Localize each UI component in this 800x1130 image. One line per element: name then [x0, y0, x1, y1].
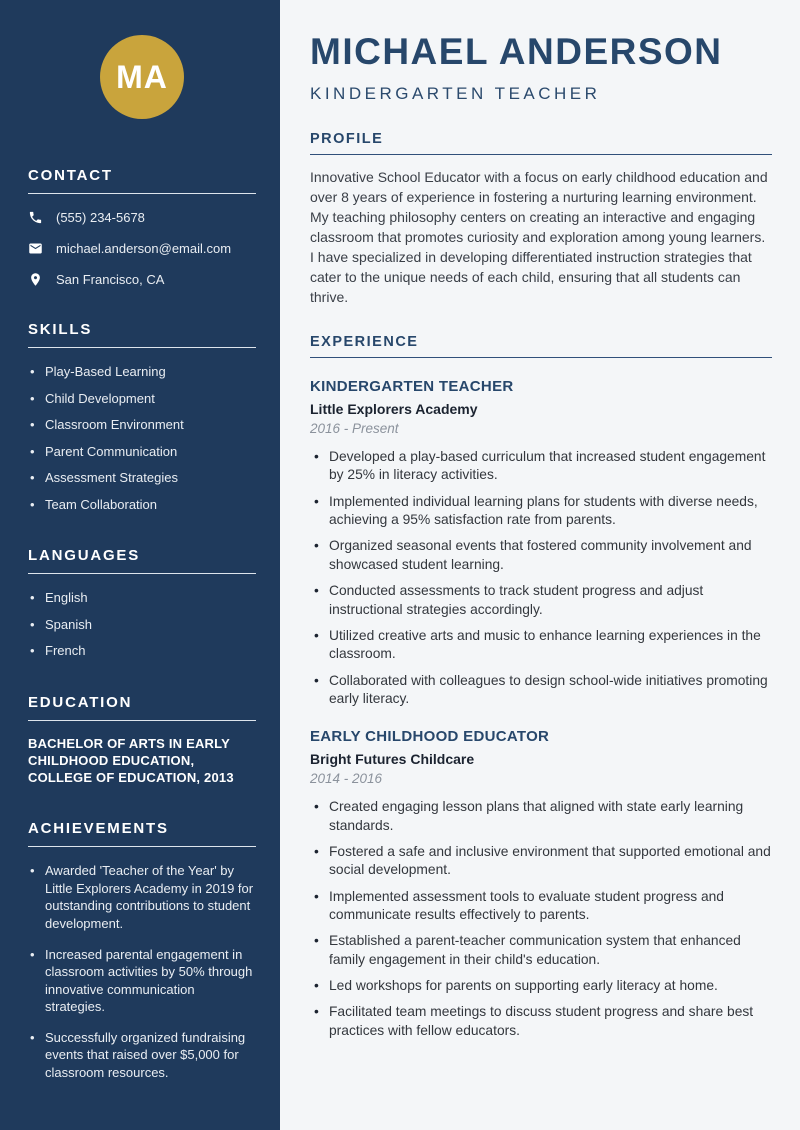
- phone-icon: [28, 210, 43, 225]
- language-item: • English: [28, 589, 256, 607]
- contact-item-phone: [28, 210, 256, 225]
- experience-job: [310, 378, 772, 708]
- job-bullet: • Established a parent-teacher communication system that enhanced family engagement in their child's education.: [310, 932, 772, 969]
- job-bullet: • Organized seasonal events that fostered community involvement and showcased student learning.: [310, 537, 772, 574]
- job-bullet: • Implemented assessment tools to evaluate student progress and communicate results effectively to parents.: [310, 888, 772, 925]
- job-title: EARLY CHILDHOOD EDUCATOR: [310, 728, 550, 746]
- skills-section: [28, 321, 256, 513]
- language-item: • French: [28, 642, 256, 660]
- achievements-heading: ACHIEVEMENTS: [28, 820, 256, 847]
- achievement-item: • Awarded 'Teacher of the Year' by Little Explorers Academy in 2019 for outstanding contributions to student development.: [28, 862, 256, 932]
- education-degree: BACHELOR OF ARTS IN EARLY CHILDHOOD EDUCATION, COLLEGE OF EDUCATION, 2013: [28, 735, 234, 786]
- experience-heading: EXPERIENCE: [310, 334, 772, 358]
- avatar: [100, 35, 184, 119]
- job-title: KINDERGARTEN TEACHER: [310, 378, 514, 396]
- education-section: [28, 694, 256, 786]
- profile-text: Innovative School Educator with a focus on early childhood education and over 8 years of experience in fostering a nurturing learning environment. My teaching philosophy centers on creating an interactive and engaging classroom that promotes curiosity and exploration among young learners. I have specialized in developing differentiated instruction strategies that cater to the unique needs of each child, ensuring that all students can thrive.: [310, 169, 768, 306]
- achievement-item: • Increased parental engagement in classroom activities by 50% through innovative communication strategies.: [28, 946, 256, 1016]
- job-dates: 2016 - Present: [310, 421, 399, 437]
- page-title: MICHAEL ANDERSON: [310, 31, 723, 72]
- email-value: michael.anderson@email.com: [56, 241, 232, 256]
- main-content: [280, 0, 800, 1130]
- job-company: Bright Futures Childcare: [310, 751, 475, 768]
- job-title-subtitle: KINDERGARTEN TEACHER: [310, 84, 601, 103]
- job-bullet: • Implemented individual learning plans for students with diverse needs, achieving a 95% satisfaction rate from parents.: [310, 493, 772, 530]
- job-bullet-list: [310, 448, 772, 708]
- job-bullet: • Collaborated with colleagues to design school-wide initiatives promoting early literacy.: [310, 672, 772, 709]
- avatar-initials: MA: [116, 58, 168, 95]
- skill-item: • Assessment Strategies: [28, 469, 256, 487]
- job-bullet: • Conducted assessments to track student progress and adjust instructional strategies accordingly.: [310, 582, 772, 619]
- contact-item-location: [28, 272, 256, 287]
- skill-item: • Parent Communication: [28, 443, 256, 461]
- job-bullet: • Created engaging lesson plans that aligned with state early learning standards.: [310, 798, 772, 835]
- language-item: • Spanish: [28, 616, 256, 634]
- skill-item: • Play-Based Learning: [28, 363, 256, 381]
- sidebar: [0, 0, 280, 1130]
- location-value: San Francisco, CA: [56, 272, 165, 287]
- job-bullet: • Led workshops for parents on supporting early literacy at home.: [310, 977, 772, 995]
- skill-item: • Team Collaboration: [28, 496, 256, 514]
- job-bullet: • Fostered a safe and inclusive environment that supported emotional and social development.: [310, 843, 772, 880]
- experience-job: [310, 728, 772, 1040]
- job-bullet-list: [310, 798, 772, 1040]
- languages-section: [28, 547, 256, 660]
- education-heading: EDUCATION: [28, 694, 256, 721]
- job-bullet: • Facilitated team meetings to discuss student progress and share best practices with fellow educators.: [310, 1003, 772, 1040]
- phone-value: (555) 234-5678: [56, 210, 145, 225]
- contact-item-email: [28, 241, 256, 256]
- job-bullet: • Developed a play-based curriculum that increased student engagement by 25% in literacy activities.: [310, 448, 772, 485]
- job-dates: 2014 - 2016: [310, 771, 383, 787]
- job-bullet: • Utilized creative arts and music to enhance learning experiences in the classroom.: [310, 627, 772, 664]
- languages-heading: LANGUAGES: [28, 547, 256, 574]
- skill-item: • Child Development: [28, 390, 256, 408]
- profile-section: [310, 131, 772, 307]
- avatar-wrap: [28, 35, 256, 119]
- skills-list: [28, 363, 256, 513]
- experience-section: [310, 334, 772, 1040]
- skills-heading: SKILLS: [28, 321, 256, 348]
- languages-list: [28, 589, 256, 660]
- profile-heading: PROFILE: [310, 131, 772, 155]
- email-icon: [28, 241, 43, 256]
- achievements-section: [28, 820, 256, 1081]
- job-company: Little Explorers Academy: [310, 401, 478, 418]
- contact-heading: CONTACT: [28, 167, 256, 194]
- location-icon: [28, 272, 43, 287]
- achievements-list: [28, 862, 256, 1081]
- achievement-item: • Successfully organized fundraising events that raised over $5,000 for classroom resources.: [28, 1029, 256, 1082]
- contact-section: [28, 167, 256, 287]
- skill-item: • Classroom Environment: [28, 416, 256, 434]
